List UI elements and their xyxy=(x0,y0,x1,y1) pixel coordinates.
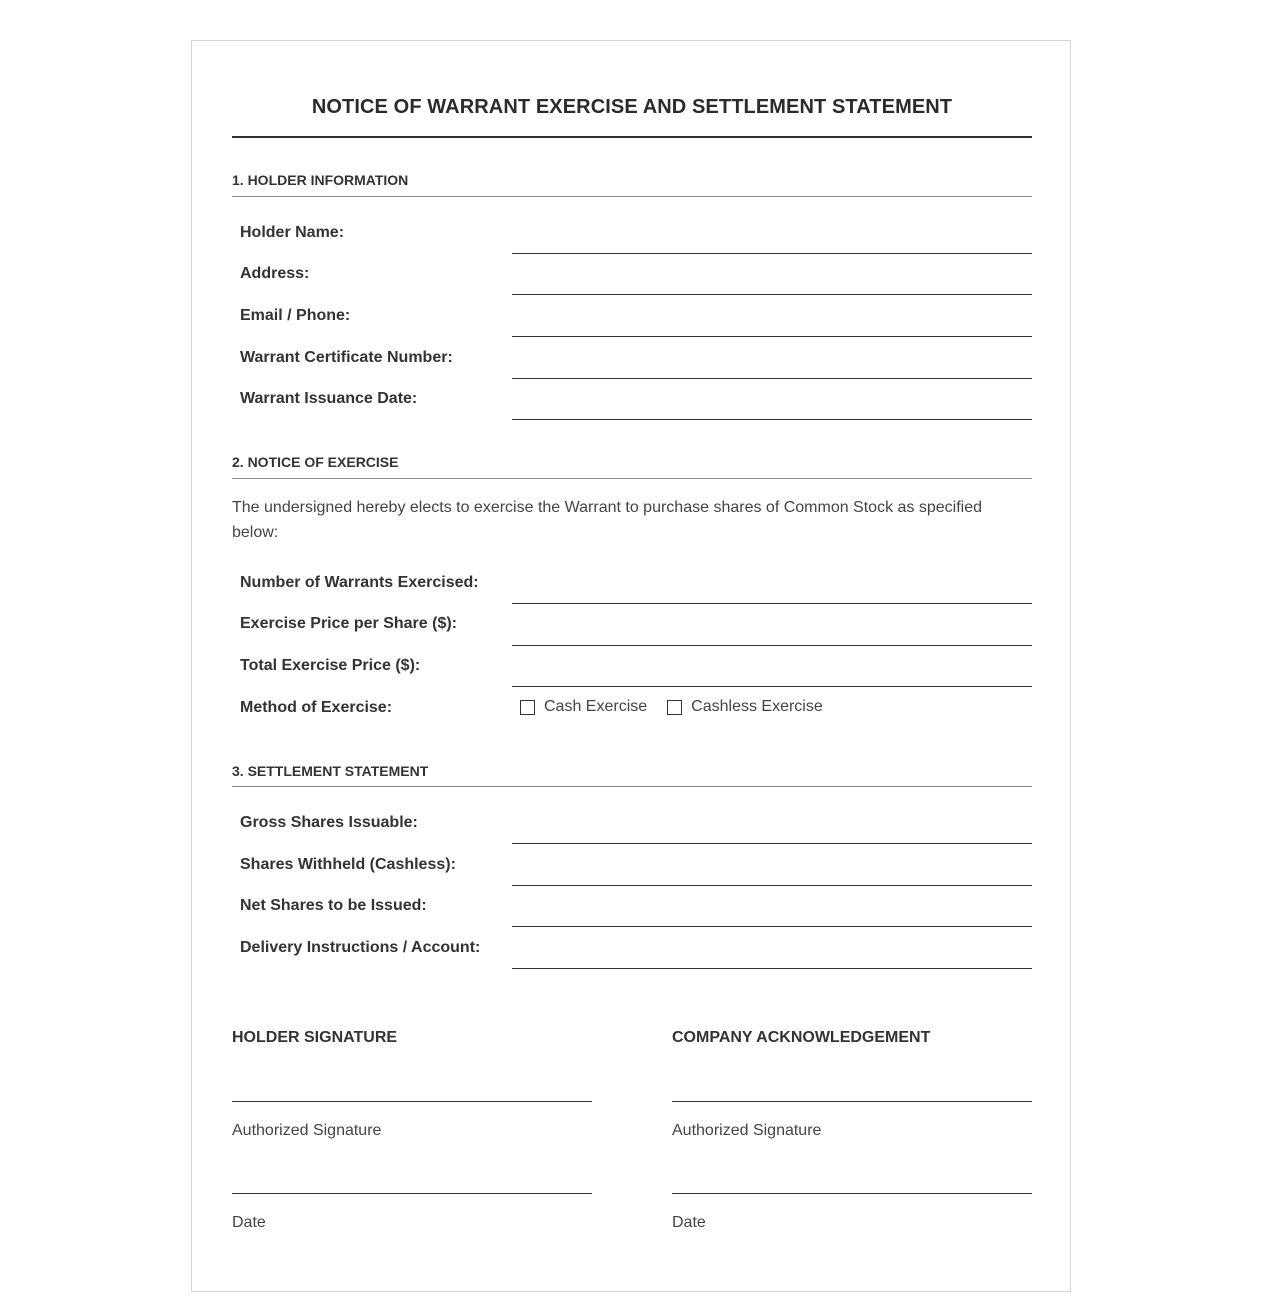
section-heading-settlement-statement: 3. SETTLEMENT STATEMENT xyxy=(232,763,429,779)
field-label-exercise-price: Exercise Price per Share ($): xyxy=(240,615,458,632)
company-date-caption: Date xyxy=(672,1214,706,1231)
holder-date-caption: Date xyxy=(232,1214,266,1231)
shares-withheld-field[interactable] xyxy=(512,885,1032,886)
field-label-net-shares: Net Shares to be Issued: xyxy=(240,897,427,914)
field-label-holder-name: Holder Name: xyxy=(240,224,345,241)
cash-exercise-label: Cash Exercise xyxy=(544,698,648,715)
email-phone-field[interactable] xyxy=(512,336,1032,337)
holder-signature-line[interactable] xyxy=(232,1101,592,1102)
section-heading-notice-of-exercise: 2. NOTICE OF EXERCISE xyxy=(232,454,399,470)
document-title: NOTICE OF WARRANT EXERCISE AND SETTLEMENT STATEMENT xyxy=(311,96,953,118)
warrant-issuance-date-field[interactable] xyxy=(512,419,1032,420)
document-sheet xyxy=(191,40,1071,1292)
field-label-method-of-exercise: Method of Exercise: xyxy=(240,699,393,716)
field-label-email-phone: Email / Phone: xyxy=(240,307,351,324)
method-of-exercise-options xyxy=(520,698,843,716)
holder-name-field[interactable] xyxy=(512,253,1032,254)
cash-exercise-option[interactable] xyxy=(520,698,647,716)
company-date-line[interactable] xyxy=(672,1193,1032,1194)
section-heading-holder-information: 1. HOLDER INFORMATION xyxy=(232,172,409,188)
field-label-total-exercise-price: Total Exercise Price ($): xyxy=(240,657,421,674)
field-label-number-of-warrants: Number of Warrants Exercised: xyxy=(240,574,479,591)
exercise-price-field[interactable] xyxy=(512,645,1032,646)
gross-shares-field[interactable] xyxy=(512,843,1032,844)
field-label-delivery-instructions: Delivery Instructions / Account: xyxy=(240,939,481,956)
net-shares-field[interactable] xyxy=(512,926,1032,927)
field-label-address: Address: xyxy=(240,265,310,282)
number-of-warrants-field[interactable] xyxy=(512,603,1032,604)
cashless-exercise-option[interactable] xyxy=(667,698,823,716)
total-exercise-price-field[interactable] xyxy=(512,686,1032,687)
holder-signature-caption: Authorized Signature xyxy=(232,1122,382,1139)
title-divider xyxy=(232,136,1032,138)
exercise-statement-paragraph: The undersigned hereby elects to exercise the Warrant to purchase shares of Common Stock as specified below: xyxy=(232,499,983,541)
field-label-warrant-issuance-date: Warrant Issuance Date: xyxy=(240,390,418,407)
field-label-gross-shares: Gross Shares Issuable: xyxy=(240,814,418,831)
section-divider xyxy=(232,196,1032,197)
holder-signature-heading: HOLDER SIGNATURE xyxy=(232,1029,398,1046)
cashless-exercise-checkbox[interactable] xyxy=(667,700,682,715)
warrant-certificate-number-field[interactable] xyxy=(512,378,1032,379)
company-signature-caption: Authorized Signature xyxy=(672,1122,822,1139)
field-label-warrant-certificate-number: Warrant Certificate Number: xyxy=(240,349,453,366)
company-signature-line[interactable] xyxy=(672,1101,1032,1102)
address-field[interactable] xyxy=(512,294,1032,295)
delivery-instructions-field[interactable] xyxy=(512,968,1032,969)
holder-date-line[interactable] xyxy=(232,1193,592,1194)
section-divider xyxy=(232,786,1032,787)
cash-exercise-checkbox[interactable] xyxy=(520,700,535,715)
company-acknowledgement-heading: COMPANY ACKNOWLEDGEMENT xyxy=(672,1029,931,1046)
field-label-shares-withheld: Shares Withheld (Cashless): xyxy=(240,856,456,873)
cashless-exercise-label: Cashless Exercise xyxy=(691,698,823,715)
section-divider xyxy=(232,478,1032,479)
